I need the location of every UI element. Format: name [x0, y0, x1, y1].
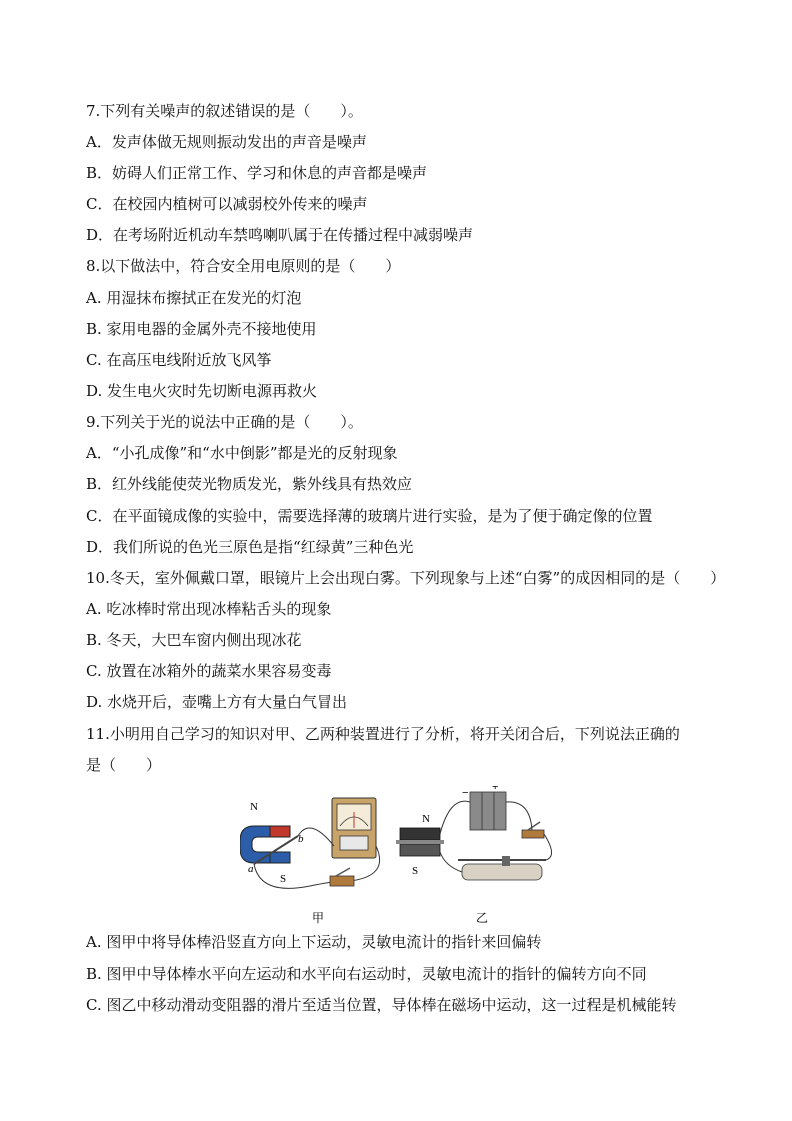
- label-b: b: [298, 833, 304, 845]
- label-s-jia: S: [280, 873, 287, 885]
- question-9-stem: 9.下列关于光的说法中正确的是（ ）。: [86, 413, 363, 431]
- q11-option-b: B. 图甲中导体棒水平向左运动和水平向右运动时，灵敏电流计的指针的偏转方向不同: [86, 965, 647, 983]
- q11-option-c: C. 图乙中移动滑动变阻器的滑片至适当位置，导体棒在磁场中运动，这一过程是机械能转: [86, 996, 677, 1014]
- q9-option-a: A．“小孔成像”和“水中倒影”都是光的反射现象: [86, 444, 398, 462]
- switch-jia: [330, 868, 354, 886]
- question-7-stem: 7.下列有关噪声的叙述错误的是（ ）。: [86, 102, 363, 120]
- caption-yi: 乙: [476, 911, 489, 925]
- q9-option-b: B．红外线能使荧光物质发光，紫外线具有热效应: [86, 475, 413, 493]
- galvanometer: [332, 798, 376, 858]
- apparatus-illustration: [240, 786, 560, 926]
- q9-option-c: C．在平面镜成像的实验中，需要选择薄的玻璃片进行实验，是为了便于确定像的位置: [86, 507, 653, 525]
- q8-option-b: B. 家用电器的金属外壳不接地使用: [86, 320, 317, 338]
- q11-option-a: A. 图甲中将导体棒沿竖直方向上下运动，灵敏电流计的指针来回偏转: [86, 933, 542, 951]
- q7-option-d: D．在考场附近机动车禁鸣喇叭属于在传播过程中减弱噪声: [86, 226, 474, 244]
- question-11-stem-continued: 是（ ）: [86, 756, 162, 774]
- q7-option-a: A．发声体做无规则振动发出的声音是噪声: [86, 133, 367, 151]
- label-minus: −: [462, 787, 469, 799]
- q10-option-d: D. 水烧开后，壶嘴上方有大量白气冒出: [86, 693, 348, 711]
- label-plus: +: [492, 786, 499, 793]
- q7-option-b: B．妨碍人们正常工作、学习和休息的声音都是噪声: [86, 164, 428, 182]
- battery-yi: [470, 792, 506, 830]
- q8-option-c: C. 在高压电线附近放飞风筝: [86, 351, 272, 369]
- caption-jia: 甲: [312, 911, 325, 925]
- q10-option-c: C. 放置在冰箱外的蔬菜水果容易变毒: [86, 662, 332, 680]
- apparatus-figure: [240, 786, 560, 926]
- q9-option-d: D．我们所说的色光三原色是指“红绿黄”三种色光: [86, 538, 414, 556]
- label-n-jia: N: [250, 801, 258, 813]
- rheostat-yi: [458, 856, 546, 880]
- q10-option-a: A. 吃冰棒时常出现冰棒粘舌头的现象: [86, 600, 332, 618]
- question-8-stem: 8.以下做法中，符合安全用电原则的是（ ）: [86, 257, 401, 275]
- label-n-yi: N: [422, 813, 430, 825]
- q8-option-d: D. 发生电火灾时先切断电源再救火: [86, 382, 318, 400]
- q10-option-b: B. 冬天，大巴车窗内侧出现冰花: [86, 631, 302, 649]
- q7-option-c: C．在校园内植树可以减弱校外传来的噪声: [86, 195, 368, 213]
- label-a: a: [248, 863, 254, 875]
- q8-option-a: A. 用湿抹布擦拭正在发光的灯泡: [86, 289, 302, 307]
- question-11-stem: 11.小明用自己学习的知识对甲、乙两种装置进行了分析，将开关闭合后，下列说法正确的: [86, 725, 680, 743]
- label-s-yi: S: [412, 865, 419, 877]
- magnet-yi: [396, 828, 444, 856]
- question-10-stem: 10.冬天，室外佩戴口罩，眼镜片上会出现白雾。下列现象与上述“白雾”的成因相同的是（ ）: [86, 569, 726, 587]
- switch-yi: [522, 822, 544, 838]
